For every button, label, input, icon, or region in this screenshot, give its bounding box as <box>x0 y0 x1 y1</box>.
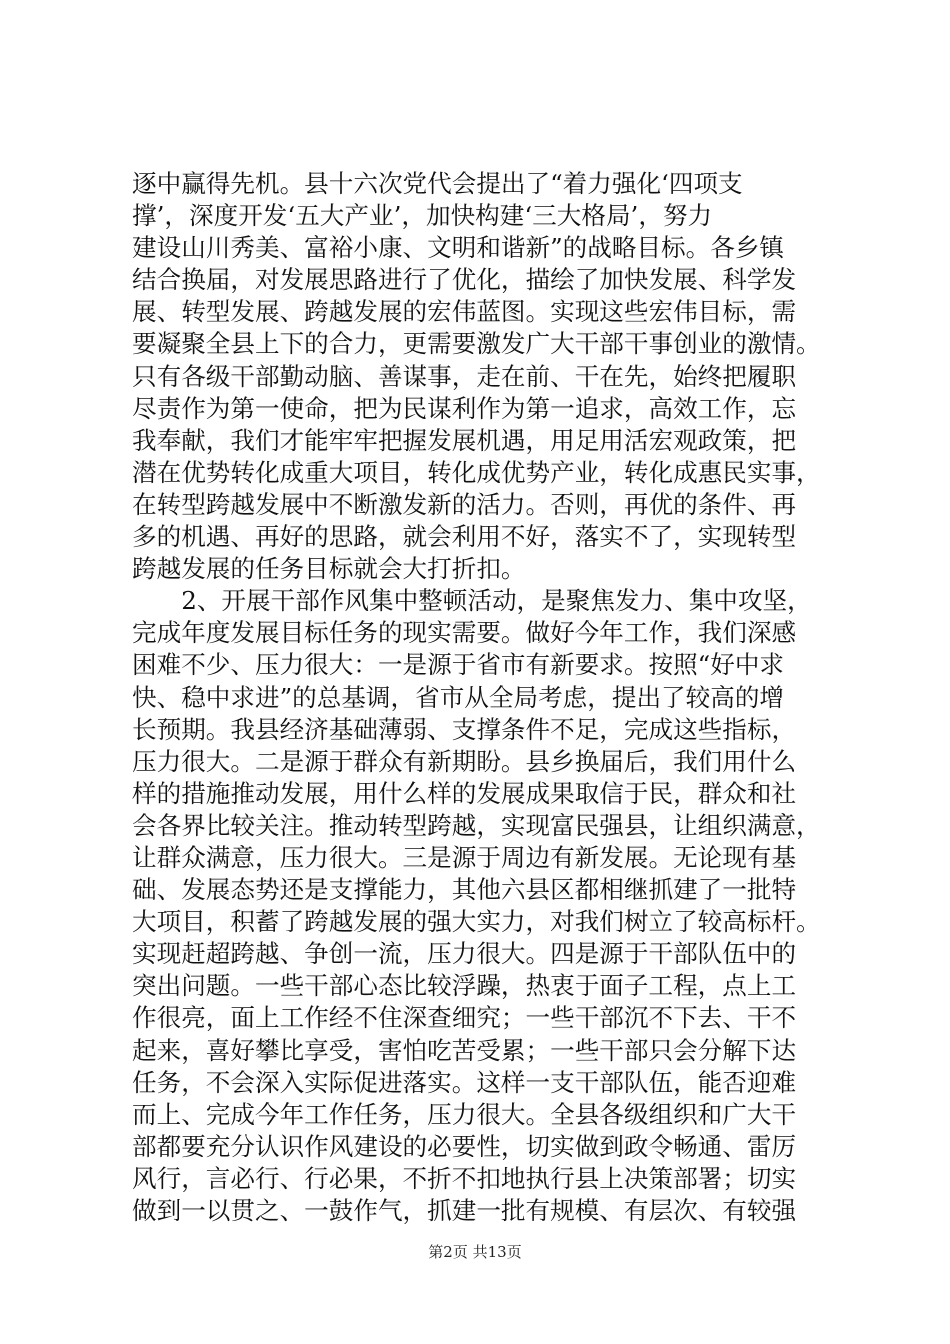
text-line: 尽责作为第一使命，把为民谋利作为第一追求，高效工作，忘 <box>132 393 797 423</box>
text-line: 撑’，深度开发‘五大产业’，加快构建‘三大格局’，努力 <box>132 201 713 231</box>
text-line: 我奉献，我们才能牢牢把握发展机遇，用足用活宏观政策，把 <box>132 425 797 455</box>
text-line: 只有各级干部勤动脑、善谋事，走在前、干在先，始终把履职 <box>132 361 797 391</box>
text-line: 长预期。我县经济基础薄弱、支撑条件不足，完成这些指标， <box>132 714 797 744</box>
text-line: 会各界比较关注。推动转型跨越，实现富民强县，让组织满意， <box>132 810 821 840</box>
text-line: 多的机遇、再好的思路，就会利用不好，落实不了，实现转型 <box>132 522 797 552</box>
text-line: 而上、完成今年工作任务，压力很大。全县各级组织和广大干 <box>132 1099 797 1129</box>
text-line: 大项目，积蓄了跨越发展的强大实力，对我们树立了较高标杆。 <box>132 907 821 937</box>
text-line: 完成年度发展目标任务的现实需要。做好今年工作，我们深感 <box>132 618 797 648</box>
text-line: 做到一以贯之、一鼓作气，抓建一批有规模、有层次、有较强 <box>132 1196 797 1225</box>
text-line: 突出问题。一些干部心态比较浮躁，热衷于面子工程，点上工 <box>132 971 797 1001</box>
text-line: 2、开展干部作风集中整顿活动，是聚焦发力、集中攻坚， <box>132 586 812 616</box>
text-line: 困难不少、压力很大：一是源于省市有新要求。按照“好中求 <box>132 650 785 680</box>
text-line: 压力很大。二是源于群众有新期盼。县乡换届后，我们用什么 <box>132 746 797 776</box>
text-line: 逐中赢得先机。县十六次党代会提出了“着力强化‘四项支 <box>132 169 743 198</box>
text-line: 实现赶超跨越、争创一流，压力很大。四是源于干部队伍中的 <box>132 939 797 969</box>
text-line: 结合换届，对发展思路进行了优化，描绘了加快发展、科学发 <box>132 265 797 295</box>
text-line: 风行，言必行、行必果，不折不扣地执行县上决策部署；切实 <box>132 1163 797 1193</box>
text-line: 任务，不会深入实际促进落实。这样一支干部队伍，能否迎难 <box>132 1067 797 1097</box>
text-line: 样的措施推动发展，用什么样的发展成果取信于民，群众和社 <box>132 778 797 808</box>
text-line: 潜在优势转化成重大项目，转化成优势产业，转化成惠民实事， <box>132 457 821 487</box>
text-line: 建设山川秀美、富裕小康、文明和谐新”的战略目标。各乡镇 <box>132 233 785 263</box>
text-line: 在转型跨越发展中不断激发新的活力。否则，再优的条件、再 <box>132 489 797 519</box>
text-line: 要凝聚全县上下的合力，更需要激发广大干部干事创业的激情。 <box>132 329 821 359</box>
page-footer: 第2页 共13页 <box>428 1243 522 1261</box>
text-line: 展、转型发展、跨越发展的宏伟蓝图。实现这些宏伟目标，需 <box>132 297 797 327</box>
text-line: 部都要充分认识作风建设的必要性，切实做到政令畅通、雷厉 <box>132 1131 797 1161</box>
text-line: 础、发展态势还是支撑能力，其他六县区都相继抓建了一批特 <box>132 875 797 905</box>
body-text <box>132 168 842 1227</box>
text-line: 跨越发展的任务目标就会大打折扣。 <box>132 554 526 584</box>
text-line: 起来，喜好攀比享受，害怕吃苦受累；一些干部只会分解下达 <box>132 1035 797 1065</box>
text-line: 作很亮，面上工作经不住深查细究；一些干部沉不下去、干不 <box>132 1003 797 1033</box>
text-line: 快、稳中求进”的总基调，省市从全局考虑，提出了较高的增 <box>132 682 785 712</box>
text-line: 让群众满意，压力很大。三是源于周边有新发展。无论现有基 <box>132 842 797 872</box>
